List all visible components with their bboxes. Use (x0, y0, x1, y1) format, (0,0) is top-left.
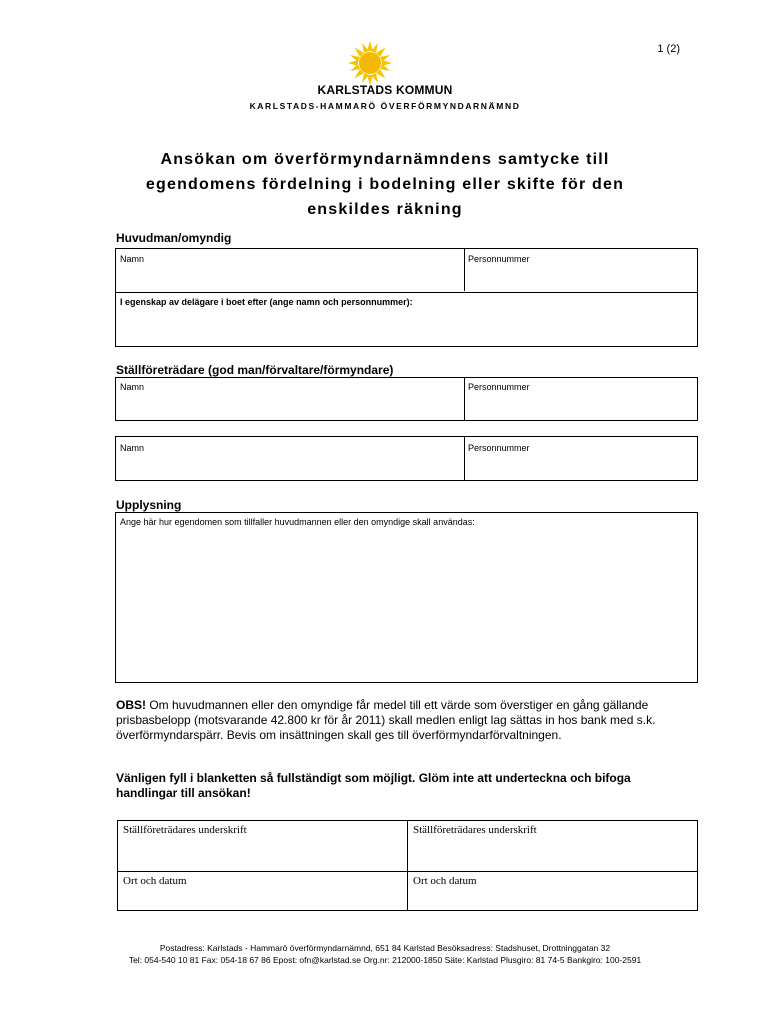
organization-name: KARLSTADS KOMMUN (317, 83, 453, 97)
stallforetradare-box-1 (115, 377, 698, 421)
place-date-left-label: Ort och datum (123, 875, 187, 887)
stallforetradare-1-name-field[interactable] (116, 378, 464, 420)
huvudman-heading: Huvudman/omyndig (116, 231, 232, 245)
signature-right-label: Ställföreträdares underskrift (413, 824, 537, 836)
obs-text: Om huvudmannen eller den omyndige får medel till ett värde som överstiger en gång gällande prisbasbelopp (motsvarande 42.800 kr för år 2011) skall medlen enligt lag sättas in hos bank med s.k. överförmyndarspärr. Bevis om insättningen skall ges till överförmyndarförvaltningen. (116, 698, 656, 742)
completion-note: Vänligen fyll i blanketten så fullständigt som möjligt. Glöm inte att underteckna och bifoga handlingar till ansökan! (116, 771, 631, 800)
place-date-right-field[interactable] (408, 872, 697, 910)
stallforetradare-2-name-label: Namn (120, 443, 145, 453)
signature-right-field[interactable] (408, 821, 697, 871)
huvudman-capacity-field[interactable] (116, 293, 697, 346)
obs-paragraph (116, 698, 676, 743)
huvudman-pnr-field[interactable] (465, 249, 697, 292)
title-line-3: enskildes räkning (307, 201, 463, 218)
huvudman-name-label: Namn (120, 254, 145, 264)
place-date-left-field[interactable] (118, 872, 407, 910)
sub-organization-name: KARLSTADS-HAMMARÖ ÖVERFÖRMYNDARNÄMND (249, 101, 521, 111)
document-title (100, 147, 670, 222)
huvudman-pnr-label: Personnummer (468, 254, 530, 264)
sun-logo-icon (345, 40, 395, 86)
footer-contact: Tel: 054-540 10 81 Fax: 054-18 67 86 Epost: ofn@karlstad.se Org.nr: 212000-1850 Säte: Karlstad Plusgiro: 81 74-5 Bankgiro: 100-2591 (128, 955, 642, 965)
stallforetradare-2-pnr-field[interactable] (465, 437, 697, 480)
obs-prefix: OBS! (116, 698, 146, 712)
stallforetradare-1-pnr-field[interactable] (465, 378, 697, 420)
signature-left-field[interactable] (118, 821, 407, 871)
upplysning-heading: Upplysning (116, 498, 182, 512)
stallforetradare-box-2 (115, 436, 698, 481)
huvudman-name-field[interactable] (116, 249, 464, 292)
footer (80, 942, 690, 966)
stallforetradare-2-pnr-label: Personnummer (468, 443, 530, 453)
signature-left-label: Ställföreträdares underskrift (123, 824, 247, 836)
huvudman-box (115, 248, 698, 347)
upplysning-instruction: Ange här hur egendomen som tillfaller huvudmannen eller den omyndige skall användas: (120, 517, 475, 527)
stallforetradare-heading: Ställföreträdare (god man/förvaltare/förmyndare) (116, 363, 394, 377)
title-line-2: egendomens fördelning i bodelning eller skifte för den (145, 176, 625, 193)
signature-table (117, 820, 698, 911)
huvudman-capacity-label: I egenskap av delägare i boet efter (ange namn och personnummer): (120, 297, 413, 307)
stallforetradare-1-pnr-label: Personnummer (468, 382, 530, 392)
page-number: 1 (2) (657, 43, 680, 55)
place-date-right-label: Ort och datum (413, 875, 477, 887)
stallforetradare-2-name-field[interactable] (116, 437, 464, 480)
upplysning-field[interactable] (115, 512, 698, 683)
footer-address: Postadress: Karlstads - Hammarö överförmyndarnämnd, 651 84 Karlstad Besöksadress: Stadshuset, Drottninggatan 32 (159, 943, 611, 953)
title-line-1: Ansökan om överförmyndarnämndens samtycke till (160, 151, 610, 168)
stallforetradare-1-name-label: Namn (120, 382, 145, 392)
